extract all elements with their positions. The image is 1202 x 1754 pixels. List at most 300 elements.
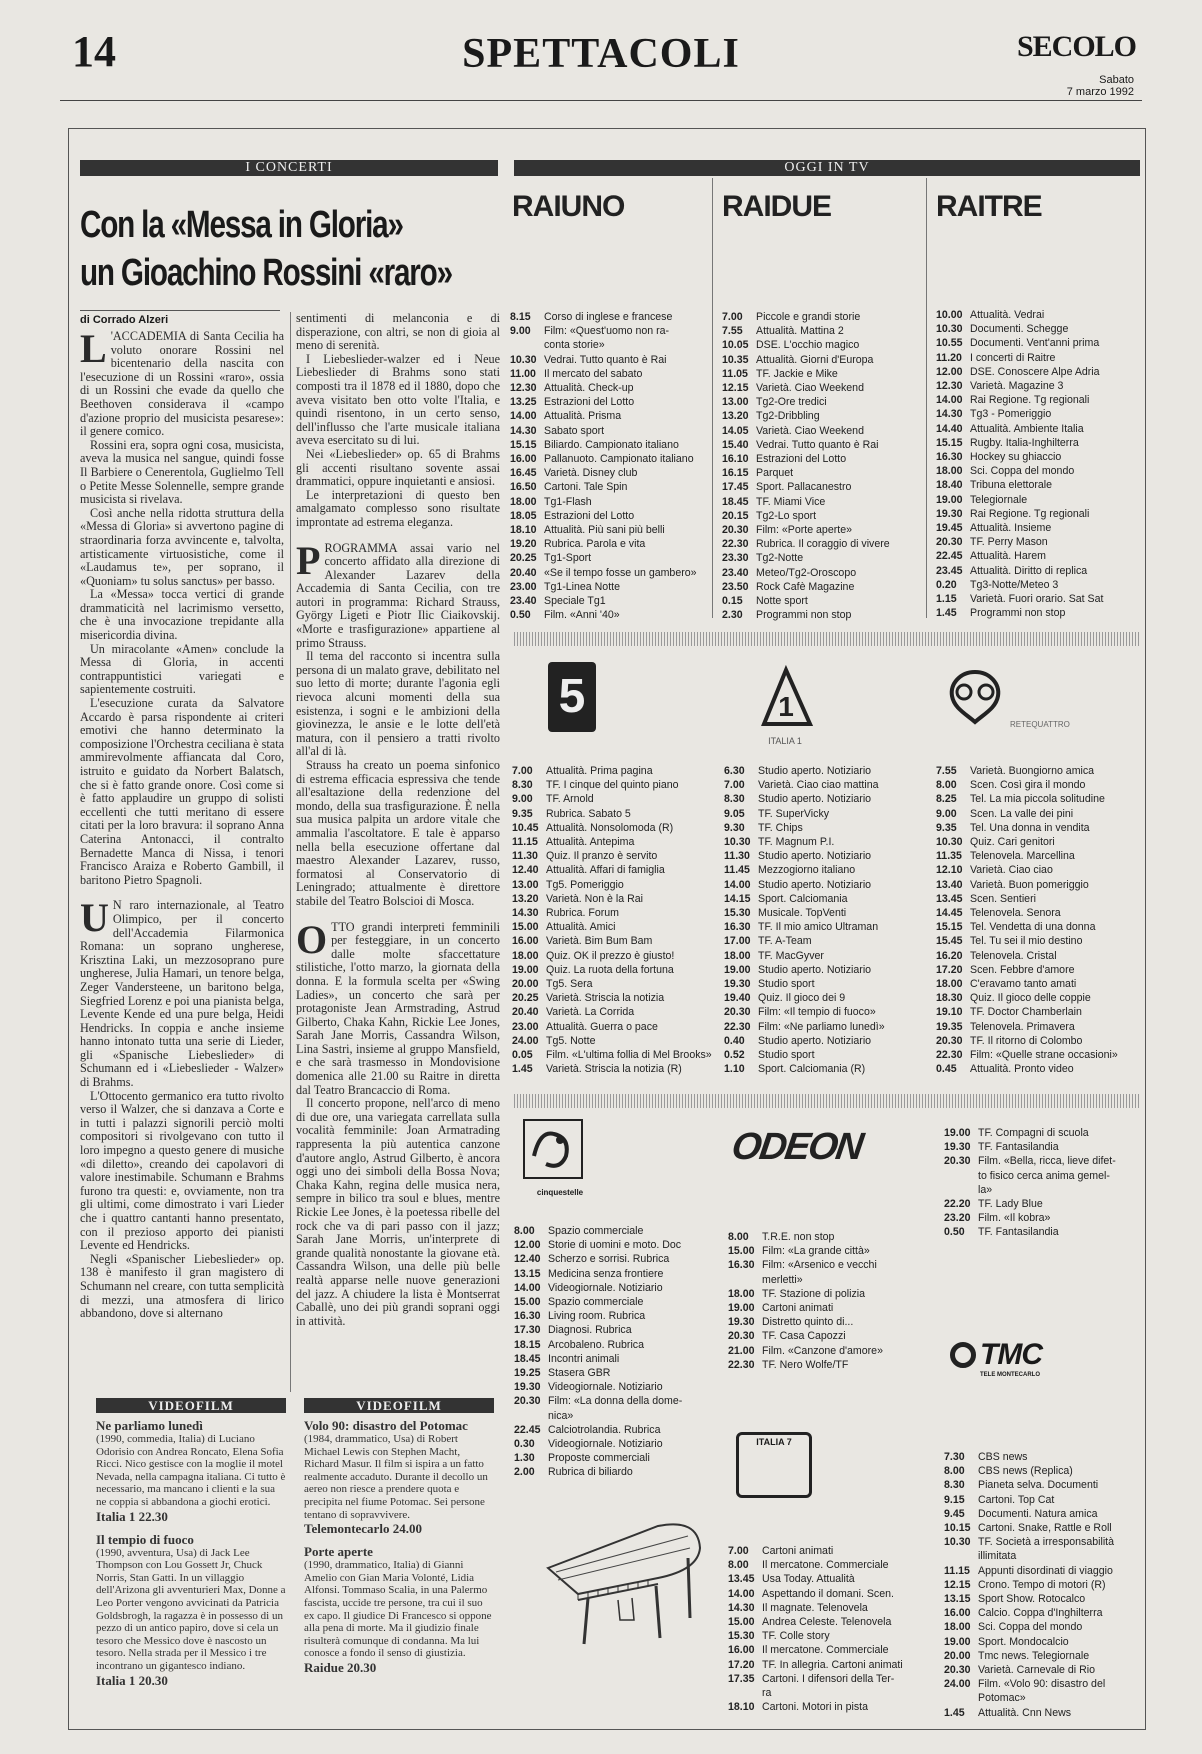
program-time: 18.00 <box>512 949 539 962</box>
program-time: 19.00 <box>944 1127 971 1139</box>
program-title: Rubrica. Parola e vita <box>544 538 646 551</box>
program-row <box>936 977 1140 991</box>
program-title: Varietà. Magazine 3 <box>970 380 1064 393</box>
program-title: Sci. Coppa del mondo <box>970 465 1075 478</box>
program-time: 9.00 <box>510 325 531 338</box>
program-row <box>514 1451 720 1465</box>
program-title: Tg5. Pomeriggio <box>546 878 624 891</box>
program-row <box>944 1691 1140 1705</box>
program-title: Proposte commerciali <box>548 1452 650 1465</box>
program-title: Spazio commerciale <box>548 1296 644 1309</box>
program-time: 2.30 <box>722 609 743 622</box>
program-row <box>936 351 1140 365</box>
program-time: 0.45 <box>936 1063 957 1076</box>
program-title: Attualità. Mattina 2 <box>756 325 844 338</box>
program-time: 16.20 <box>936 949 963 962</box>
program-row <box>728 1315 932 1329</box>
program-title: Crono. Tempo di motori (R) <box>978 1578 1106 1591</box>
program-title: Attualità. Amici <box>546 921 616 934</box>
program-time: 18.00 <box>936 978 963 991</box>
program-title: Il mercatone. Commerciale <box>762 1559 889 1572</box>
program-title: Sport Show. Rotocalco <box>978 1593 1086 1606</box>
masthead-rule <box>60 100 1142 101</box>
program-title: Film: «Quest'uomo non ra- <box>544 325 670 338</box>
program-row <box>944 1663 1140 1677</box>
program-time: 8.15 <box>510 311 531 323</box>
program-row <box>514 1224 720 1238</box>
program-row <box>936 835 1140 849</box>
program-time: 16.30 <box>728 1259 755 1272</box>
program-time: 20.40 <box>512 1006 539 1019</box>
program-row <box>514 1352 720 1366</box>
program-title: Varietà. Striscia la notizia (R) <box>546 1063 682 1076</box>
section-title: SPETTACOLI <box>462 31 740 77</box>
program-time: 16.30 <box>724 921 751 934</box>
italia7-schedule <box>728 1544 934 1714</box>
program-time: 13.15 <box>944 1593 971 1606</box>
program-title: Tg2-Lo sport <box>756 509 817 522</box>
program-title: Tg2-Ore tredici <box>756 396 827 409</box>
program-row <box>724 863 930 877</box>
program-title: Cartoni. Tale Spin <box>544 481 628 494</box>
program-time: 16.10 <box>722 453 749 466</box>
program-row <box>722 480 922 494</box>
program-title: Film. «Canzone d'amore» <box>762 1344 883 1357</box>
program-row <box>936 878 1140 892</box>
program-time: 18.10 <box>728 1701 755 1714</box>
program-row <box>510 480 710 494</box>
paragraph: Strauss ha creato un poema sinfonico di estrema efficacia espressiva che tende all'esaltazione della redenzione del mondo, della sua trasfigurazione. È nella sua musica palpita un ardore vitale che ammalia l'ascoltatore. E tale è apparso nella bella esecuzione offertane dal maestro Alexander Lazarev, russo, formatosi al Conservatorio di Leningrado; attualmente è direttore stabile del Teatro Bolscioi di Mosca. <box>296 758 500 908</box>
program-title: nica» <box>548 1409 574 1422</box>
program-time: 19.30 <box>724 978 751 991</box>
program-title: Musicale. TopVenti <box>758 907 847 920</box>
program-row <box>728 1643 934 1657</box>
program-title: Scherzo e sorrisi. Rubrica <box>548 1253 670 1266</box>
program-row <box>944 1169 1140 1183</box>
program-row <box>936 535 1140 549</box>
program-title: Film. «Il kobra» <box>978 1212 1051 1225</box>
program-row <box>936 450 1140 464</box>
tmc-schedule <box>944 1450 1140 1720</box>
program-title: Tribuna elettorale <box>970 479 1053 492</box>
program-title: Tg2-Dribbling <box>756 410 820 423</box>
byline-rule <box>80 310 280 311</box>
program-time: 0.50 <box>944 1226 965 1239</box>
program-time: 18.00 <box>510 495 537 508</box>
program-title: TF. Lady Blue <box>978 1198 1043 1211</box>
program-title: Attualità. Nonsolomoda (R) <box>546 821 674 834</box>
program-title: Attualità. Giorni d'Europa <box>756 353 874 366</box>
program-title: Attualità. Vedrai <box>970 309 1045 321</box>
program-title: CBS news <box>978 1451 1028 1463</box>
program-time: 6.30 <box>724 765 745 777</box>
program-time: 20.15 <box>722 509 749 522</box>
videofilm-left <box>96 1418 286 1718</box>
program-time: 18.30 <box>936 992 963 1005</box>
program-time: 0.30 <box>514 1438 535 1451</box>
program-row <box>944 1535 1140 1549</box>
program-title: Varietà. Carnevale di Rio <box>978 1664 1095 1677</box>
program-title: ra <box>762 1687 772 1700</box>
program-title: Rubrica. Sabato 5 <box>546 807 631 820</box>
program-row <box>512 1062 716 1076</box>
program-time: 19.25 <box>514 1367 541 1380</box>
program-title: Appunti disordinati di viaggio <box>978 1564 1113 1577</box>
program-row <box>514 1394 720 1408</box>
program-row <box>936 934 1140 948</box>
program-time: 0.50 <box>510 609 531 622</box>
program-row <box>510 395 710 409</box>
program-row <box>936 1048 1140 1062</box>
program-title: Quiz. Il gioco dei 9 <box>758 992 846 1005</box>
program-title: Videogiornale. Notiziario <box>548 1381 663 1394</box>
program-title: Speciale Tg1 <box>544 595 606 608</box>
program-title: Vedrai. Tutto quanto è Rai <box>756 438 879 451</box>
program-time: 22.20 <box>944 1198 971 1211</box>
program-time: 16.50 <box>510 481 537 494</box>
program-row <box>514 1338 720 1352</box>
program-row <box>510 594 710 608</box>
piano-illustration <box>538 1508 708 1648</box>
program-row <box>724 1034 930 1048</box>
program-title: Telenovela. Marcellina <box>970 850 1075 863</box>
program-title: Rubrica di biliardo <box>548 1466 633 1479</box>
program-row <box>728 1700 934 1714</box>
program-title: Tel. Vendetta di una donna <box>970 921 1096 934</box>
paragraph: L'esecuzione curata da Salvatore Accardo è parsa rispondente ai criteri emotivi che hanno determinato la composizione l'Orchestra ceciliana è stata ammirevolmente affiancata dal Coro, istruito e guidato da Norbert Balatsch, che si è fatto grande onore. Così come si è fatto applaudire un gruppo di solisti eccellenti che tutti meritano di essere citati per la loro bravura: il soprano Anna Caterina Antonacci, il contralto Bernadette Manca di Nissa, i tenori Francisco Araiza e Roberto Gambill, il baritono Pietro Spagnoli. <box>80 696 284 887</box>
program-title: Rugby. Italia-Inghilterra <box>970 436 1079 449</box>
separator-band <box>514 1094 1140 1108</box>
program-time: 9.45 <box>944 1507 965 1520</box>
program-title: Studio aperto. Notiziario <box>758 878 872 891</box>
program-row <box>514 1295 720 1309</box>
program-time: 18.00 <box>944 1621 971 1634</box>
program-row <box>722 495 922 509</box>
program-time: 9.05 <box>724 807 745 820</box>
program-row <box>944 1620 1140 1634</box>
program-row <box>722 551 922 565</box>
program-title: Attualità. Ambiente Italia <box>970 422 1084 435</box>
program-time: 20.00 <box>512 978 539 991</box>
videofilm-bar-right: VIDEOFILM <box>304 1398 494 1413</box>
program-title: Varietà. La Corrida <box>546 1006 635 1019</box>
column-rule <box>290 312 291 1392</box>
program-row <box>724 1005 930 1019</box>
program-row <box>944 1635 1140 1649</box>
program-time: 10.15 <box>944 1522 971 1535</box>
program-row <box>724 849 930 863</box>
program-row <box>944 1154 1140 1168</box>
program-row <box>724 991 930 1005</box>
program-title: Studio aperto. Notiziario <box>758 1034 872 1047</box>
program-row <box>936 365 1140 379</box>
program-row <box>944 1521 1140 1535</box>
program-title: Attualità. Check-up <box>544 382 634 395</box>
program-time: 19.00 <box>724 963 751 976</box>
program-time: 7.30 <box>944 1451 965 1463</box>
program-time: 14.30 <box>936 408 963 421</box>
program-time: 14.45 <box>936 907 963 920</box>
program-time: 17.35 <box>728 1672 755 1685</box>
program-time: 12.30 <box>510 382 537 395</box>
program-title: Film. «Bella, ricca, lieve difet- <box>978 1155 1116 1168</box>
program-row <box>936 379 1140 393</box>
program-time: 20.30 <box>722 524 749 537</box>
program-time: 20.30 <box>944 1155 971 1168</box>
program-row <box>944 1464 1140 1478</box>
program-row <box>936 1034 1140 1048</box>
retequattro-schedule <box>936 764 1140 1076</box>
program-row <box>944 1197 1140 1211</box>
program-time: 15.40 <box>722 438 749 451</box>
program-row <box>512 849 716 863</box>
program-row <box>722 466 922 480</box>
program-title: TF. Il ritorno di Colombo <box>970 1034 1083 1047</box>
program-title: «Se il tempo fosse un gambero» <box>544 566 697 579</box>
program-time: 12.10 <box>936 864 963 877</box>
program-title: Tel. La mia piccola solitudine <box>970 793 1105 806</box>
program-title: Documenti. Vent'anni prima <box>970 337 1100 350</box>
program-title: Attualità. Pronto video <box>970 1063 1074 1076</box>
canale5-schedule <box>512 764 716 1076</box>
program-title: Tg2-Notte <box>756 552 804 565</box>
program-time: 9.00 <box>936 807 957 820</box>
paragraph: Le interpretazioni di questo ben amalgamato complesso sono risultate improntate ad estrema eleganza. <box>296 487 500 529</box>
program-time: 23.50 <box>722 580 749 593</box>
program-title: TF. MacGyver <box>758 949 824 962</box>
program-row <box>724 906 930 920</box>
program-row <box>722 367 922 381</box>
program-title: Documenti. Natura amica <box>978 1507 1098 1520</box>
program-title: Varietà. Fuori orario. Sat Sat <box>970 593 1104 606</box>
program-row <box>728 1572 934 1586</box>
program-time: 14.00 <box>510 410 537 423</box>
film-title: Il tempio di fuoco <box>96 1531 194 1547</box>
program-title: DSE. Conoscere Alpe Adria <box>970 365 1100 378</box>
program-title: Cartoni. Top Cat <box>978 1493 1055 1506</box>
program-time: 17.20 <box>936 963 963 976</box>
program-row <box>510 438 710 452</box>
program-time: 19.35 <box>936 1020 963 1033</box>
program-time: 23.40 <box>722 566 749 579</box>
byline: di Corrado Alzeri <box>80 314 169 326</box>
program-title: Quiz. Il gioco delle coppie <box>970 992 1091 1005</box>
program-time: 13.40 <box>936 878 963 891</box>
program-title: illimitata <box>978 1550 1017 1563</box>
paragraph: 'ACCADEMIA di Santa Cecilia ha voluto onorare Rossini nel bicentenario della nascita con l'esecuzione di un Rossini «raro», ossia di un Rossini che evade da quello che Beethoven considerava il «campo d'azione proprio del musicista pesarese»: il genere comico. <box>80 330 284 439</box>
program-row <box>944 1606 1140 1620</box>
program-title: Varietà. Ciao Weekend <box>756 424 864 437</box>
program-row <box>724 878 930 892</box>
program-row <box>944 1450 1140 1464</box>
program-title: TF. Magnum P.I. <box>758 836 835 849</box>
program-row <box>936 892 1140 906</box>
program-time: 19.45 <box>936 522 963 535</box>
program-row <box>512 835 716 849</box>
program-time: 0.05 <box>512 1049 533 1062</box>
program-title: Usa Today. Attualità <box>762 1573 855 1586</box>
program-time: 15.30 <box>724 907 751 920</box>
program-row <box>728 1358 932 1372</box>
program-time: 23.30 <box>722 552 749 565</box>
program-time: 14.40 <box>936 422 963 435</box>
program-title: Scen. Febbre d'amore <box>970 963 1075 976</box>
program-row <box>722 608 922 622</box>
program-row <box>514 1309 720 1323</box>
program-title: Studio aperto. Notiziario <box>758 765 872 777</box>
program-time: 11.15 <box>512 836 538 849</box>
program-row <box>510 466 710 480</box>
program-title: Rubrica. Il coraggio di vivere <box>756 538 890 551</box>
program-time: 23.40 <box>510 595 537 608</box>
raitre-schedule <box>936 308 1140 620</box>
program-title: Film: «Porte aperte» <box>756 524 852 537</box>
program-row <box>936 393 1140 407</box>
program-time: 14.15 <box>724 892 751 905</box>
odeon-schedule <box>728 1230 932 1372</box>
program-row <box>512 778 716 792</box>
program-time: 9.00 <box>512 793 533 806</box>
film-body: (1990, commedia, Italia) di Luciano Odorisio con Andrea Roncato, Elena Sofia Ricci. Nico gestisce con la moglie il motel Nevada, nella campagna italiana. Ci tutto è necessario, ma mancano i clienti e la sua ne coppia si abbandona a giochi erotici. <box>96 1433 286 1508</box>
program-title: Il mercatone. Commerciale <box>762 1644 889 1657</box>
paragraph: Così anche nella ridotta struttura della «Messa di Gloria» si avvertono pagine di straordinaria forza avvincente e, talvolta, artisticamente virtuosistiche, come il «Laudamus te», per soprano, il «Quoniam» tu solus sanctus» per basso. <box>80 505 284 588</box>
program-time: 10.55 <box>936 337 963 350</box>
program-time: 10.30 <box>936 836 963 849</box>
program-title: Medicina senza frontiere <box>548 1267 664 1280</box>
program-title: T.R.E. non stop <box>762 1231 835 1243</box>
program-title: Videogiornale. Notiziario <box>548 1438 663 1451</box>
program-time: 11.05 <box>722 367 748 380</box>
program-row <box>936 493 1140 507</box>
program-time: 17.30 <box>514 1324 541 1337</box>
program-row <box>936 778 1140 792</box>
concerti-bar: I CONCERTI <box>80 160 498 176</box>
program-title: Stasera GBR <box>548 1367 611 1380</box>
program-title: TF. Fantasilandia <box>978 1141 1059 1154</box>
program-row <box>510 608 710 622</box>
program-title: Vedrai. Tutto quanto è Rai <box>544 353 667 366</box>
program-title: Cartoni. Motori in pista <box>762 1701 868 1714</box>
program-time: 18.05 <box>510 509 537 522</box>
program-time: 12.30 <box>936 380 963 393</box>
program-title: Videogiornale. Notiziario <box>548 1281 663 1294</box>
raiuno-schedule <box>510 310 710 622</box>
program-row <box>944 1140 1140 1154</box>
program-row <box>722 381 922 395</box>
program-row <box>936 991 1140 1005</box>
program-row <box>722 537 922 551</box>
program-row <box>936 322 1140 336</box>
program-row <box>936 422 1140 436</box>
program-row <box>944 1578 1140 1592</box>
issue-date <box>1067 74 1134 98</box>
program-time: 12.40 <box>512 864 539 877</box>
program-time: 20.00 <box>944 1649 971 1662</box>
program-title: TF. A-Team <box>758 935 812 948</box>
program-title: TF. Stazione di polizia <box>762 1287 866 1300</box>
program-title: Film: «Ne parliamo lunedì» <box>758 1020 885 1033</box>
program-row <box>936 606 1140 620</box>
program-time: 10.30 <box>510 353 537 366</box>
program-title: Attualità. Harem <box>970 550 1046 563</box>
program-time: 1.45 <box>944 1706 965 1719</box>
program-time: 19.10 <box>936 1006 963 1019</box>
program-time: 20.30 <box>728 1330 755 1343</box>
program-time: 20.30 <box>724 1006 751 1019</box>
program-time: 22.45 <box>514 1423 541 1436</box>
program-title: Tmc news. Telegiornale <box>978 1649 1090 1662</box>
program-title: Telenovela. Senora <box>970 907 1061 920</box>
program-title: Studio sport <box>758 978 815 991</box>
program-title: Incontri animali <box>548 1352 620 1365</box>
program-title: Cartoni animati <box>762 1302 834 1315</box>
italia7-logo-box <box>736 1432 812 1498</box>
program-title: Film. «L'ultima follia di Mel Brooks» <box>546 1049 712 1062</box>
program-row <box>512 863 716 877</box>
program-title: Rai Regione. Tg regionali <box>970 394 1090 407</box>
program-time: 18.40 <box>936 479 963 492</box>
film-title: Ne parliamo lunedì <box>96 1418 203 1433</box>
drop-cap: O <box>296 916 328 962</box>
videofilm-right <box>304 1418 494 1718</box>
program-row <box>936 308 1140 322</box>
program-time: 22.30 <box>724 1020 751 1033</box>
program-row <box>512 963 716 977</box>
program-time: 16.30 <box>514 1310 541 1323</box>
program-title: Corso di inglese e francese <box>544 311 673 323</box>
program-time: 13.45 <box>936 892 963 905</box>
paragraph: Nei «Liebeslieder» op. 65 di Brahms gli accenti risultano sovente assai drammatici, oppure inquietanti e ansiosi. <box>296 446 500 489</box>
program-time: 13.00 <box>722 396 749 409</box>
program-row <box>936 521 1140 535</box>
program-row <box>514 1465 720 1479</box>
program-time: 18.10 <box>510 524 537 537</box>
program-time: 18.00 <box>728 1287 755 1300</box>
film-title: Volo 90: disastro del Potomac <box>304 1418 468 1433</box>
program-title: Il mercato del sabato <box>544 367 643 380</box>
program-time: 17.45 <box>722 481 749 494</box>
column-rule <box>712 178 713 618</box>
program-title: Varietà. Buon pomeriggio <box>970 878 1089 891</box>
program-time: 11.30 <box>512 850 538 863</box>
program-time: 10.05 <box>722 339 749 352</box>
program-title: Scen. Sentieri <box>970 892 1036 905</box>
program-title: Estrazioni del Lotto <box>544 396 635 409</box>
program-title: Cartoni. I difensori della Ter- <box>762 1672 895 1685</box>
program-title: Rock Cafè Magazine <box>756 580 855 593</box>
program-title: Potomac» <box>978 1692 1026 1705</box>
program-title: Attualità. Antepima <box>546 836 635 849</box>
cinquestelle-logo-text: cinquestelle <box>536 1188 584 1197</box>
program-row <box>936 863 1140 877</box>
program-row <box>936 549 1140 563</box>
program-row <box>722 424 922 438</box>
program-row <box>512 821 716 835</box>
program-time: 22.30 <box>728 1358 755 1371</box>
program-title: Diagnosi. Rubrica <box>548 1324 632 1337</box>
program-title: Rai Regione. Tg regionali <box>970 507 1090 520</box>
program-time: 11.30 <box>724 850 750 863</box>
program-title: Film: «Arsenico e vecchi <box>762 1259 877 1272</box>
program-title: Tg1-Flash <box>544 495 592 508</box>
program-row <box>510 580 710 594</box>
paragraph: L'Ottocento germanico era tutto rivolto verso il Walzer, che si danzava a Corte e in tutti i palazzi signorili perciò molti compositori si rivolgevano con tutto il loro impegno a questo genere di musiche «di diletto», creando dei capolavori di valore inestimabile. Schumann e Brahms furono tra questi: e, ovviamente, non tra gli ultimi, come dimostrato i vari Lieder che i quattro cantanti hanno presentato, con il prezioso apporto dei pianisti Levente ed Hendricks. <box>80 1088 284 1253</box>
program-title: Rubrica. Forum <box>546 907 619 920</box>
program-time: 15.00 <box>728 1616 755 1629</box>
film-body: (1984, drammatico, Usa) di Robert Michael Lewis con Stephen Macht, Richard Masur. Il film si ispira a un fatto realmente accaduto. Durante il decollo un aereo non riesce a prendere quota e precipita nel fiume Potomac. Sei persone tentano di sopravvivere. <box>304 1433 488 1521</box>
program-time: 10.45 <box>512 821 539 834</box>
program-time: 14.00 <box>514 1281 541 1294</box>
